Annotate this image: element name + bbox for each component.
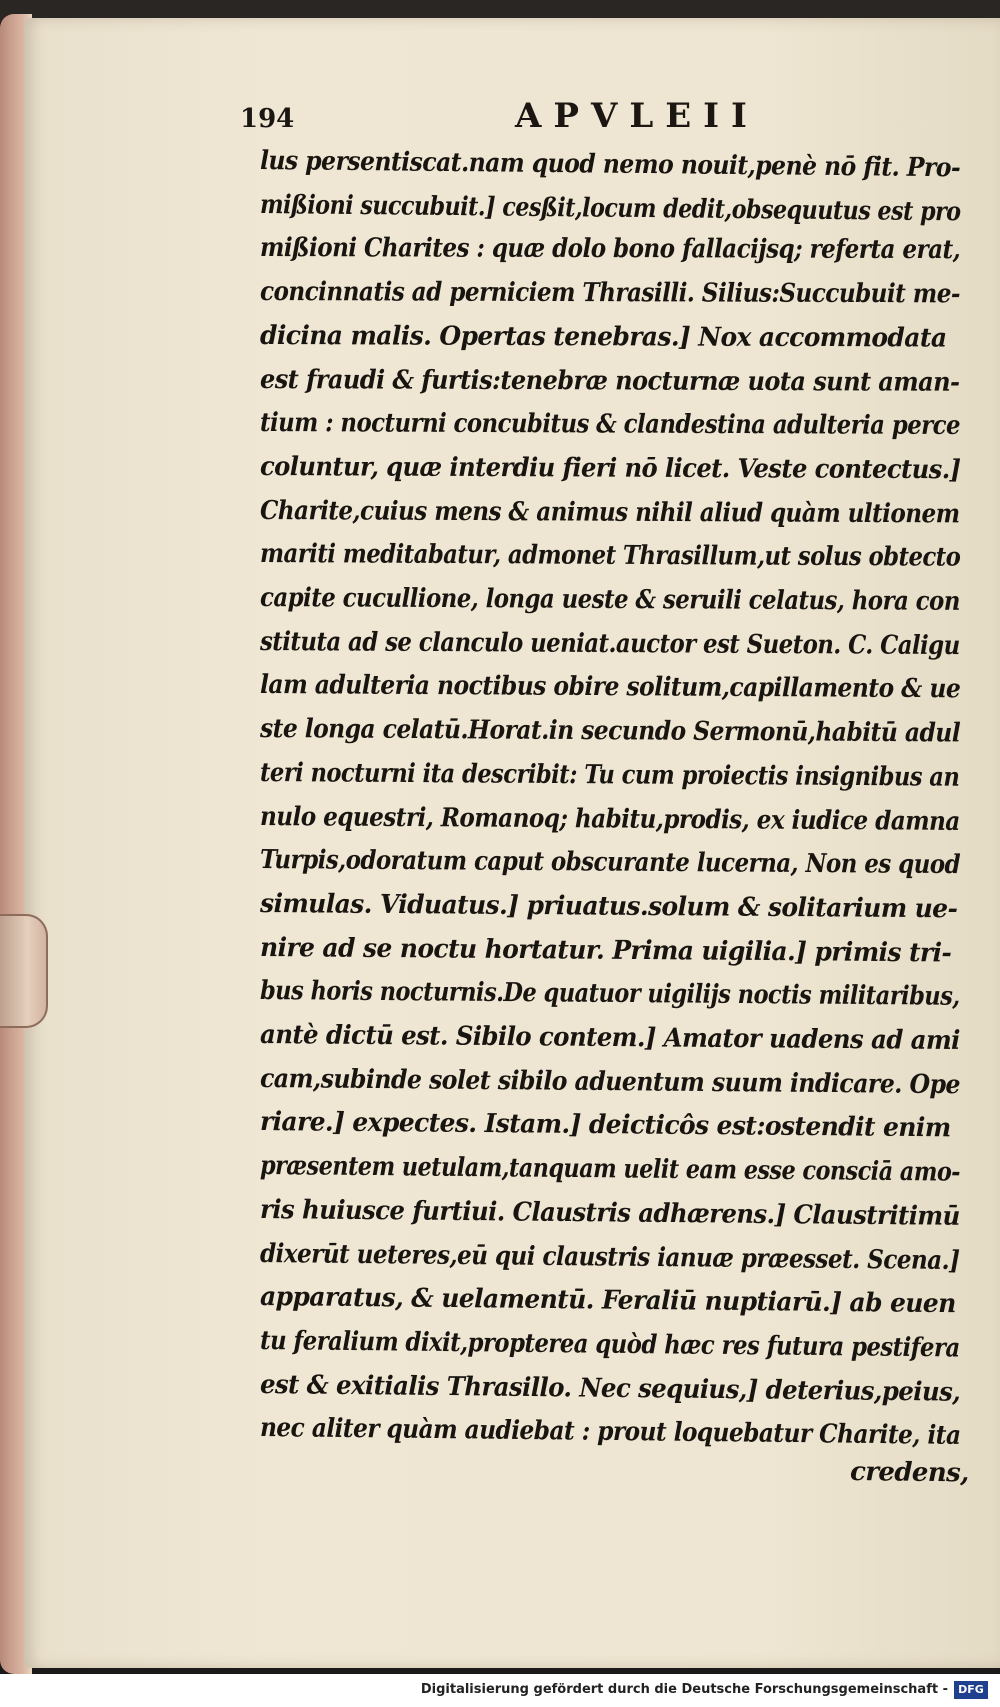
text-line: Charite,cuius mens & animus nihil aliud quàm ultionem <box>259 495 960 530</box>
digitization-footer <box>0 1674 1000 1707</box>
text-line: apparatus, & uelamentū. Feraliū nuptiarū.] ab euen <box>259 1282 956 1320</box>
text-line: tium : nocturni concubitus & clandestina adulteria perce <box>259 408 961 442</box>
text-line: concinnatis ad perniciem Thrasilli. Silius:Succubuit me- <box>259 277 961 310</box>
text-line: riare.] expectes. Istam.] deicticôs est:ostendit enim <box>259 1107 951 1144</box>
text-line: capite cucullione, longa ueste & seruili celatus, hora con <box>259 583 960 617</box>
text-line: simulas. Viduatus.] priuatus.solum & solitarium ue- <box>259 888 958 925</box>
text-line: coluntur, quæ interdiu fieri nō licet. Veste contectus.] <box>259 451 961 486</box>
dfg-logo: DFG <box>954 1681 988 1699</box>
book-clasp <box>0 914 48 1028</box>
text-line: ste longa celatū.Horat.in secundo Sermonū,habitū adul <box>259 714 961 749</box>
text-line: dicina malis. Opertas tenebras.] Nox accommodata <box>259 320 947 354</box>
running-title: APVLEII <box>515 96 759 136</box>
text-line: cam,subinde solet sibilo aduentum suum indicare. Ope <box>259 1063 961 1100</box>
text-line: ris huiusce furtiui. Claustris adhærens.] Claustritimū <box>259 1194 960 1232</box>
text-line: stituta ad se clanculo ueniat.auctor est Sueton. C. Caligu <box>259 626 960 661</box>
text-line: tu feralium dixit,propterea quòd hæc res futura pestifera <box>259 1325 960 1364</box>
text-line: est & exitialis Thrasillo. Nec sequius,] deterius,peius, <box>259 1369 961 1408</box>
text-line: lus persentiscat.nam quod nemo nouit,penè nō fit. Pro- <box>259 146 961 184</box>
text-line: mariti meditabatur, admonet Thrasillum,ut solus obtecto <box>259 539 961 573</box>
page-number: 194 <box>240 104 295 134</box>
text-line: est fraudi & furtis:tenebræ nocturnæ uota sunt aman- <box>259 364 960 398</box>
text-line: credens, <box>849 1457 969 1489</box>
text-line: mißioni Charites : quæ dolo bono fallacijsq; referta erat, <box>259 233 961 266</box>
funding-credit: Digitalisierung gefördert durch die Deutsche Forschungsgemeinschaft - <box>420 1682 948 1697</box>
commentary-text <box>260 146 970 1506</box>
text-line: mißioni succubuit.] cesßit,locum dedit,obsequutus est pro <box>259 189 961 228</box>
text-line: bus horis nocturnis.De quatuor uigilijs noctis militaribus, <box>259 976 960 1013</box>
text-line: teri nocturni ita describit: Tu cum proiectis insignibus an <box>259 757 960 793</box>
text-line: nec aliter quàm audiebat : prout loquebatur Charite, ita <box>259 1413 961 1452</box>
text-line: dixerūt ueteres,eū qui claustris ianuæ præesset. Scena.] <box>259 1238 960 1276</box>
text-line: lam adulteria noctibus obire solitum,capillamento & ue <box>259 670 961 705</box>
text-line: nire ad se noctu hortatur. Prima uigilia.] primis tri- <box>259 932 952 969</box>
text-line: nulo equestri, Romanoq; habitu,prodis, ex iudice damna <box>259 801 960 837</box>
text-line: antè dictū est. Sibilo contem.] Amator uadens ad ami <box>259 1020 960 1056</box>
text-line: præsentem uetulam,tanquam uelit eam esse consciā amo- <box>259 1151 961 1188</box>
page-header <box>240 96 960 140</box>
text-line: Turpis,odoratum caput obscurante lucerna, Non es quod <box>259 845 961 881</box>
